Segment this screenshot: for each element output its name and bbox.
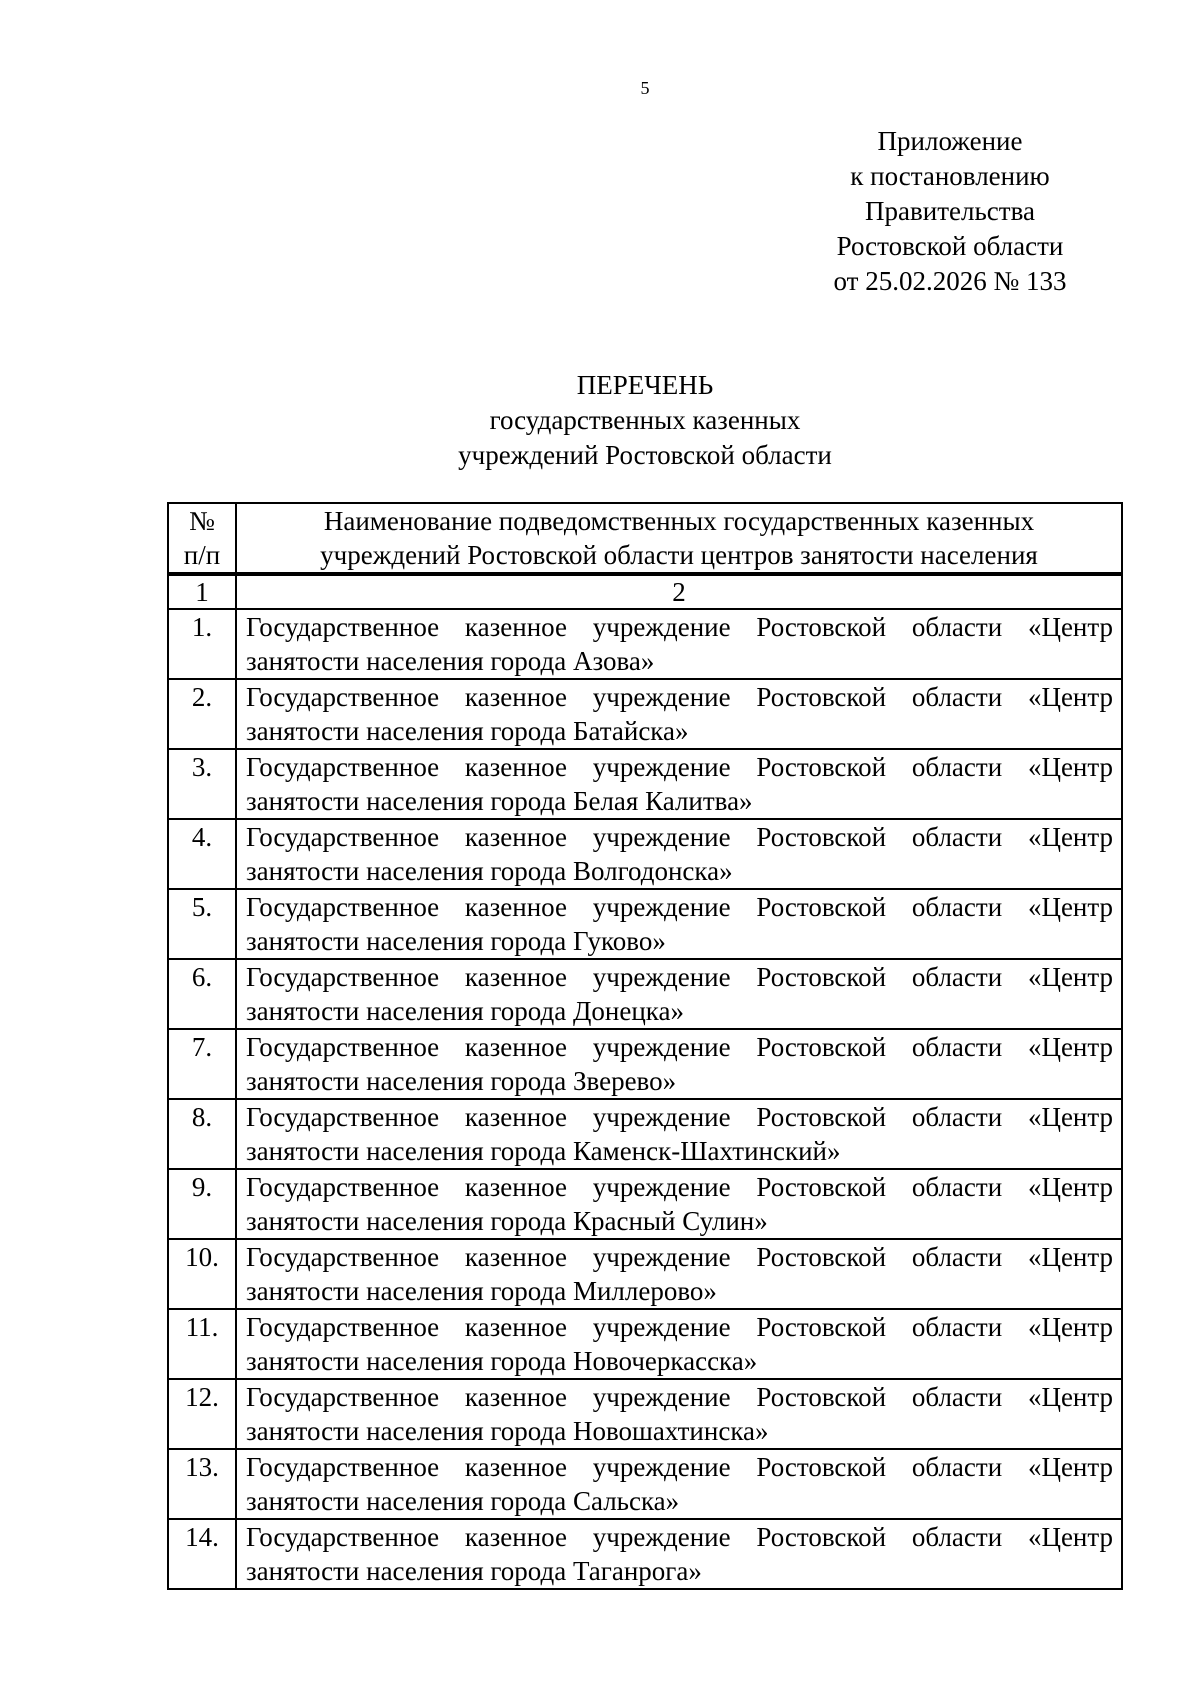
- row-number: 12.: [168, 1379, 236, 1449]
- column-index: 1: [168, 574, 236, 609]
- institution-name: Государственное казенное учреждение Ростовской области «Центр занятости населения города Белая Калитва»: [236, 749, 1122, 819]
- row-number: 14.: [168, 1519, 236, 1589]
- header-name-line: учреждений Ростовской области центров занятости населения: [320, 540, 1038, 570]
- column-index: 2: [236, 574, 1122, 609]
- header-num-line: №: [189, 506, 215, 536]
- row-number: 6.: [168, 959, 236, 1029]
- institution-name: Государственное казенное учреждение Ростовской области «Центр занятости населения города Новочеркасска»: [236, 1309, 1122, 1379]
- header-num-line: п/п: [183, 540, 221, 570]
- table-row: [168, 1309, 1122, 1379]
- appendix-line: Правительства: [865, 196, 1035, 226]
- row-number: 1.: [168, 609, 236, 679]
- header-name: [236, 503, 1122, 574]
- institution-name: Государственное казенное учреждение Ростовской области «Центр занятости населения города Сальска»: [236, 1449, 1122, 1519]
- institution-name: Государственное казенное учреждение Ростовской области «Центр занятости населения города Азова»: [236, 609, 1122, 679]
- table-row: [168, 1099, 1122, 1169]
- row-number: 13.: [168, 1449, 236, 1519]
- appendix-line: Ростовской области: [836, 231, 1064, 261]
- title-line: учреждений Ростовской области: [458, 440, 832, 470]
- table-row: [168, 1519, 1122, 1589]
- institution-name: Государственное казенное учреждение Ростовской области «Центр занятости населения города Таганрога»: [236, 1519, 1122, 1589]
- institution-name: Государственное казенное учреждение Ростовской области «Центр занятости населения города Каменск-Шахтинский»: [236, 1099, 1122, 1169]
- appendix-line: Приложение: [877, 126, 1023, 156]
- title-line: государственных казенных: [489, 405, 801, 435]
- table-row: [168, 1169, 1122, 1239]
- column-index-row: [168, 574, 1122, 609]
- row-number: 2.: [168, 679, 236, 749]
- title-heading: ПЕРЕЧЕНЬ: [576, 370, 714, 400]
- table-row: [168, 1239, 1122, 1309]
- document-title: [0, 368, 1200, 473]
- table-row: [168, 749, 1122, 819]
- table-row: [168, 819, 1122, 889]
- table-row: [168, 959, 1122, 1029]
- appendix-block: [770, 124, 1130, 299]
- institution-name: Государственное казенное учреждение Ростовской области «Центр занятости населения города Волгодонска»: [236, 819, 1122, 889]
- row-number: 9.: [168, 1169, 236, 1239]
- row-number: 8.: [168, 1099, 236, 1169]
- table-row: [168, 889, 1122, 959]
- header-name-line: Наименование подведомственных государственных казенных: [323, 506, 1035, 536]
- institution-name: Государственное казенное учреждение Ростовской области «Центр занятости населения города Гуково»: [236, 889, 1122, 959]
- row-number: 10.: [168, 1239, 236, 1309]
- table-row: [168, 1449, 1122, 1519]
- institution-name: Государственное казенное учреждение Ростовской области «Центр занятости населения города Донецка»: [236, 959, 1122, 1029]
- table-row: [168, 679, 1122, 749]
- institution-name: Государственное казенное учреждение Ростовской области «Центр занятости населения города Новошахтинска»: [236, 1379, 1122, 1449]
- row-number: 3.: [168, 749, 236, 819]
- row-number: 5.: [168, 889, 236, 959]
- institution-name: Государственное казенное учреждение Ростовской области «Центр занятости населения города Миллерово»: [236, 1239, 1122, 1309]
- appendix-line: к постановлению: [850, 161, 1050, 191]
- row-number: 7.: [168, 1029, 236, 1099]
- institution-name: Государственное казенное учреждение Ростовской области «Центр занятости населения города Зверево»: [236, 1029, 1122, 1099]
- institution-name: Государственное казенное учреждение Ростовской области «Центр занятости населения города Красный Сулин»: [236, 1169, 1122, 1239]
- table-row: [168, 609, 1122, 679]
- page-number: 5: [640, 78, 650, 98]
- row-number: 4.: [168, 819, 236, 889]
- table-header-row: [168, 503, 1122, 574]
- institutions-table: [167, 502, 1123, 1590]
- header-num: [168, 503, 236, 574]
- table-row: [168, 1029, 1122, 1099]
- institution-name: Государственное казенное учреждение Ростовской области «Центр занятости населения города Батайска»: [236, 679, 1122, 749]
- appendix-line: от 25.02.2026 № 133: [833, 266, 1067, 296]
- table-row: [168, 1379, 1122, 1449]
- row-number: 11.: [168, 1309, 236, 1379]
